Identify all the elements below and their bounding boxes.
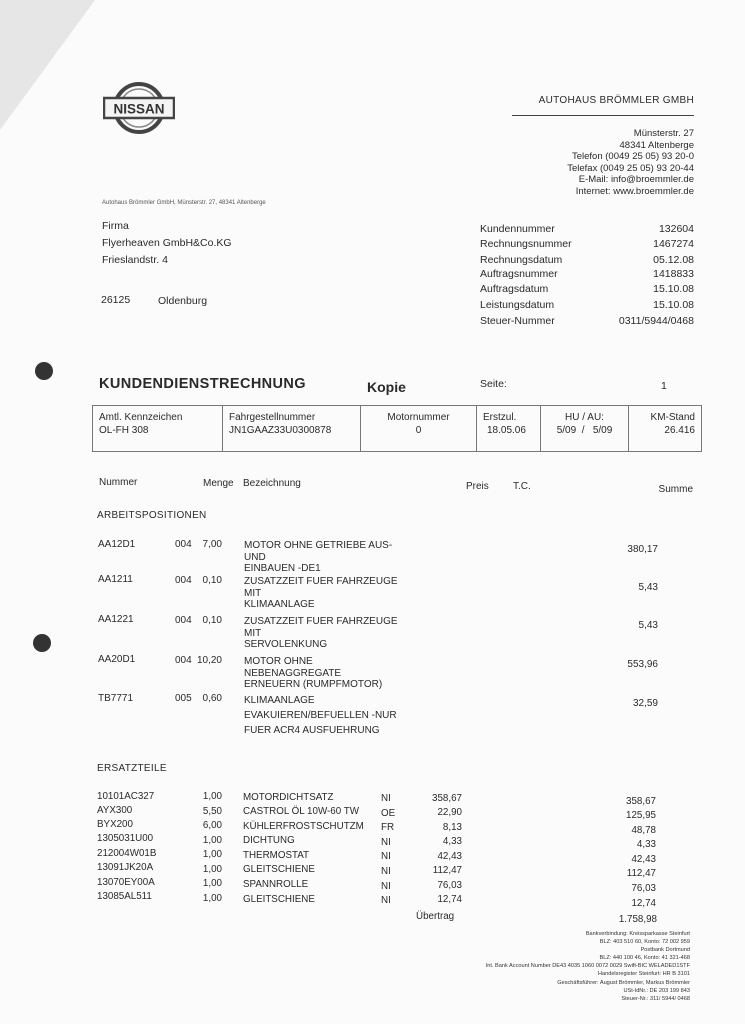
labor-sum: 32,59 xyxy=(632,698,658,709)
labor-qty: 0,10 xyxy=(202,575,222,586)
footer-line: BLZ: 403 510 60, Konto: 72 002 959 xyxy=(599,939,690,946)
footer-line: BLZ: 440 100 46, Konto: 41 321-468 xyxy=(599,955,690,962)
meta-value: 1467274 xyxy=(653,238,694,250)
meta-row xyxy=(480,299,694,314)
page-number: 1 xyxy=(661,380,667,392)
part-tc: NI xyxy=(381,793,391,804)
footer-line: Handelsregister Steinfurt: HR B 3101 xyxy=(597,971,690,978)
part-desc: MOTORDICHTSATZ xyxy=(243,792,334,803)
footer-line: Postbank Dortmund xyxy=(640,947,690,954)
meta-label: Kundennummer xyxy=(480,223,555,235)
labor-sum: 380,17 xyxy=(627,544,658,555)
part-qty: 1,00 xyxy=(202,878,222,889)
meta-value: 15.10.08 xyxy=(653,283,694,295)
plate-label: Amtl. Kennzeichen xyxy=(99,412,183,423)
address-line: Telefon (0049 25 05) 93 20-0 xyxy=(571,151,694,162)
document-title: KUNDENDIENSTRECHNUNG xyxy=(99,376,306,392)
meta-value: 132604 xyxy=(658,223,694,235)
desc-line: ERNEUERN (RUMPFMOTOR) xyxy=(244,679,383,690)
labor-nr: AA20D1 xyxy=(98,654,136,665)
labor-sum: 5,43 xyxy=(638,582,658,593)
part-qty: 1,00 xyxy=(202,849,222,860)
inspection-label: HU / AU: xyxy=(565,412,604,423)
desc-line: FUER ACR4 AUSFUEHRUNG xyxy=(244,725,380,736)
meta-label: Steuer-Nummer xyxy=(480,315,555,327)
part-sum: 112,47 xyxy=(626,868,656,879)
meta-value: 05.12.08 xyxy=(653,254,694,266)
desc-line: MOTOR OHNE xyxy=(244,656,313,667)
labor-desc xyxy=(244,693,397,738)
registration-cell xyxy=(477,406,541,451)
desc-line: EVAKUIEREN/BEFUELLEN -NUR xyxy=(244,710,397,721)
part-desc: SPANNROLLE xyxy=(243,879,309,890)
vin-cell xyxy=(223,406,361,451)
meta-row xyxy=(480,254,694,269)
punch-hole xyxy=(35,362,53,380)
registration-label: Erstzul. xyxy=(483,412,517,423)
part-price: 76,03 xyxy=(437,880,462,891)
punch-hole xyxy=(33,634,51,652)
desc-line: NEBENAGGREGATE xyxy=(244,667,342,679)
part-nr: BYX200 xyxy=(97,819,133,830)
meta-row xyxy=(480,315,694,330)
address-line: 48341 Altenberge xyxy=(619,139,694,151)
labor-nr: AA1221 xyxy=(98,614,134,625)
desc-line: KLIMAANLAGE xyxy=(244,695,315,706)
part-price: 22,90 xyxy=(437,807,462,818)
labor-desc xyxy=(244,616,398,651)
part-sum: 76,03 xyxy=(631,883,656,894)
part-price: 112,47 xyxy=(432,865,462,876)
engine-cell xyxy=(361,406,477,451)
address-line: Telefax (0049 25 05) 93 20-44 xyxy=(567,162,694,174)
footer-line: Geschäftsführer: August Brömmler, Markus Brömmler xyxy=(557,979,690,986)
labor-sum: 553,96 xyxy=(627,659,658,670)
engine-value: 0 xyxy=(415,425,422,436)
part-qty: 1,00 xyxy=(202,864,222,875)
col-tc: T.C. xyxy=(513,481,531,492)
footer-line: Int. Bank Account Number DE43 4035 1060 0072 0029 Swift-BIC WELADED1STF xyxy=(485,963,690,970)
header-rule xyxy=(512,115,694,116)
vin-label: Fahrgestellnummer xyxy=(229,412,316,423)
meta-label: Rechnungsnummer xyxy=(480,238,572,250)
desc-line: ZUSATZZEIT FUER FAHRZEUGE xyxy=(244,616,398,627)
desc-line: SERVOLENKUNG xyxy=(244,639,328,650)
part-desc: THERMOSTAT xyxy=(243,850,310,861)
labor-qty: 0,10 xyxy=(202,615,222,626)
col-nummer: Nummer xyxy=(99,477,138,488)
registration-value: 18.05.06 xyxy=(487,425,526,436)
recipient-street: Frieslandstr. 4 xyxy=(102,254,168,266)
address-line: E-Mail: info@broemmler.de xyxy=(578,174,694,185)
footer-line: Bankverbindung: Kreissparkasse Steinfurt xyxy=(585,931,690,937)
recipient-city: Oldenburg xyxy=(158,295,208,307)
part-qty: 5,50 xyxy=(202,806,222,817)
part-price: 42,43 xyxy=(437,851,462,862)
company-name: AUTOHAUS BRÖMMLER GMBH xyxy=(538,95,694,106)
meta-row xyxy=(480,223,694,238)
mileage-value: 26.416 xyxy=(664,425,695,436)
recipient-zip: 26125 xyxy=(101,294,131,306)
labor-code: 005 xyxy=(175,693,192,704)
labor-nr: AA1211 xyxy=(98,574,133,585)
copy-label: Kopie xyxy=(367,379,406,395)
carryover-value: 1.758,98 xyxy=(618,914,657,925)
recipient-line: Firma xyxy=(102,220,129,232)
desc-line: ZUSATZZEIT FUER FAHRZEUGE xyxy=(244,576,398,587)
part-price: 4,33 xyxy=(442,836,462,847)
part-tc: NI xyxy=(381,895,391,906)
part-desc: DICHTUNG xyxy=(243,835,295,846)
col-summe: Summe xyxy=(658,484,693,495)
part-desc: GLEITSCHIENE xyxy=(243,864,315,875)
recipient-name: Flyerheaven GmbH&Co.KG xyxy=(102,237,232,249)
part-tc: NI xyxy=(381,866,391,877)
labor-nr: TB7771 xyxy=(98,693,134,704)
labor-qty: 10,20 xyxy=(196,655,222,666)
meta-label: Leistungsdatum xyxy=(480,299,555,311)
parts-section-title: ERSATZTEILE xyxy=(97,763,167,774)
bank-footer xyxy=(486,930,690,1003)
company-address xyxy=(567,128,694,197)
part-sum: 125,95 xyxy=(626,810,656,821)
labor-section-title: ARBEITSPOSITIONEN xyxy=(97,510,207,521)
part-tc: FR xyxy=(381,822,395,833)
footer-line: Steuer-Nr.: 311/ 5944/ 0468 xyxy=(621,995,690,1002)
col-bezeichnung: Bezeichnung xyxy=(243,478,301,489)
col-menge: Menge xyxy=(203,478,234,489)
labor-desc xyxy=(244,656,382,691)
sender-line: Autohaus Brömmler GmbH, Münsterstr. 27, 48341 Altenberge xyxy=(102,200,266,206)
meta-value: 15.10.08 xyxy=(653,299,694,311)
part-nr: 13085AL511 xyxy=(97,891,152,902)
desc-line: MIT xyxy=(244,627,262,639)
meta-label: Auftragsdatum xyxy=(480,283,549,295)
meta-label: Rechnungsdatum xyxy=(480,254,563,266)
meta-label: Auftragsnummer xyxy=(480,268,558,280)
desc-line: KLIMAANLAGE xyxy=(244,599,315,610)
part-qty: 1,00 xyxy=(202,791,222,802)
footer-line: USt-IdNr.: DE 203 199 843 xyxy=(623,987,690,994)
meta-value: 0311/5944/0468 xyxy=(618,315,694,327)
part-qty: 1,00 xyxy=(202,835,222,846)
part-price: 12,74 xyxy=(437,894,462,905)
meta-row xyxy=(480,268,694,283)
plate-value: OL-FH 308 xyxy=(99,425,149,436)
labor-sum: 5,43 xyxy=(638,620,658,631)
part-nr: 212004W01B xyxy=(97,848,157,859)
labor-qty: 7,00 xyxy=(202,539,222,550)
labor-qty: 0,60 xyxy=(202,693,222,704)
part-sum: 42,43 xyxy=(631,854,656,865)
meta-row xyxy=(480,283,694,298)
part-sum: 358,67 xyxy=(626,796,656,807)
labor-code: 004 xyxy=(175,539,192,550)
part-tc: NI xyxy=(381,881,391,892)
address-line: Münsterstr. 27 xyxy=(633,128,694,139)
part-nr: 10101AC327 xyxy=(97,791,155,802)
address-line: Internet: www.broemmler.de xyxy=(575,185,694,197)
part-qty: 6,00 xyxy=(202,820,222,831)
labor-code: 004 xyxy=(175,575,192,586)
labor-desc xyxy=(244,576,398,611)
part-desc: CASTROL ÖL 10W-60 TW xyxy=(243,806,359,817)
desc-line: UND xyxy=(244,551,266,563)
plate-cell xyxy=(93,406,223,451)
nissan-logo xyxy=(103,80,175,136)
recipient-block xyxy=(102,218,232,269)
part-desc: GLEITSCHIENE xyxy=(243,894,315,905)
part-sum: 12,74 xyxy=(631,898,656,909)
part-price: 358,67 xyxy=(432,793,462,804)
labor-nr: AA12D1 xyxy=(98,539,136,550)
labor-code: 004 xyxy=(175,655,192,666)
col-preis: Preis xyxy=(466,481,489,492)
meta-row xyxy=(480,238,694,253)
labor-desc xyxy=(244,540,392,575)
part-nr: 13091JK20A xyxy=(97,862,154,873)
svg-text:NISSAN: NISSAN xyxy=(113,101,165,117)
part-nr: 13070EY00A xyxy=(97,877,155,888)
engine-label: Motornummer xyxy=(387,412,450,423)
desc-line: EINBAUEN -DE1 xyxy=(244,563,321,574)
vehicle-info-box xyxy=(92,405,702,452)
part-tc: OE xyxy=(381,808,396,819)
mileage-label: KM-Stand xyxy=(650,412,695,423)
page-label: Seite: xyxy=(480,378,507,390)
part-nr: 1305031U00 xyxy=(97,833,154,844)
inspection-value: 5/09 / 5/09 xyxy=(556,425,613,436)
part-tc: NI xyxy=(381,837,391,848)
part-desc: KÜHLERFROSTSCHUTZM xyxy=(243,821,364,832)
part-price: 8,13 xyxy=(442,822,462,833)
part-tc: NI xyxy=(381,851,391,862)
carryover-label: Übertrag xyxy=(416,911,455,922)
inspection-cell xyxy=(541,406,629,451)
part-sum: 4,33 xyxy=(636,839,656,850)
meta-value: 1418833 xyxy=(653,268,694,280)
part-nr: AYX300 xyxy=(97,805,133,816)
mileage-cell xyxy=(629,406,701,451)
part-qty: 1,00 xyxy=(202,893,222,904)
part-sum: 48,78 xyxy=(631,825,656,836)
folded-corner xyxy=(0,0,95,130)
labor-code: 004 xyxy=(175,615,192,626)
vin-value: JN1GAAZ33U0300878 xyxy=(229,425,332,436)
desc-line: MOTOR OHNE GETRIEBE AUS- xyxy=(244,540,393,551)
desc-line: MIT xyxy=(244,587,262,599)
